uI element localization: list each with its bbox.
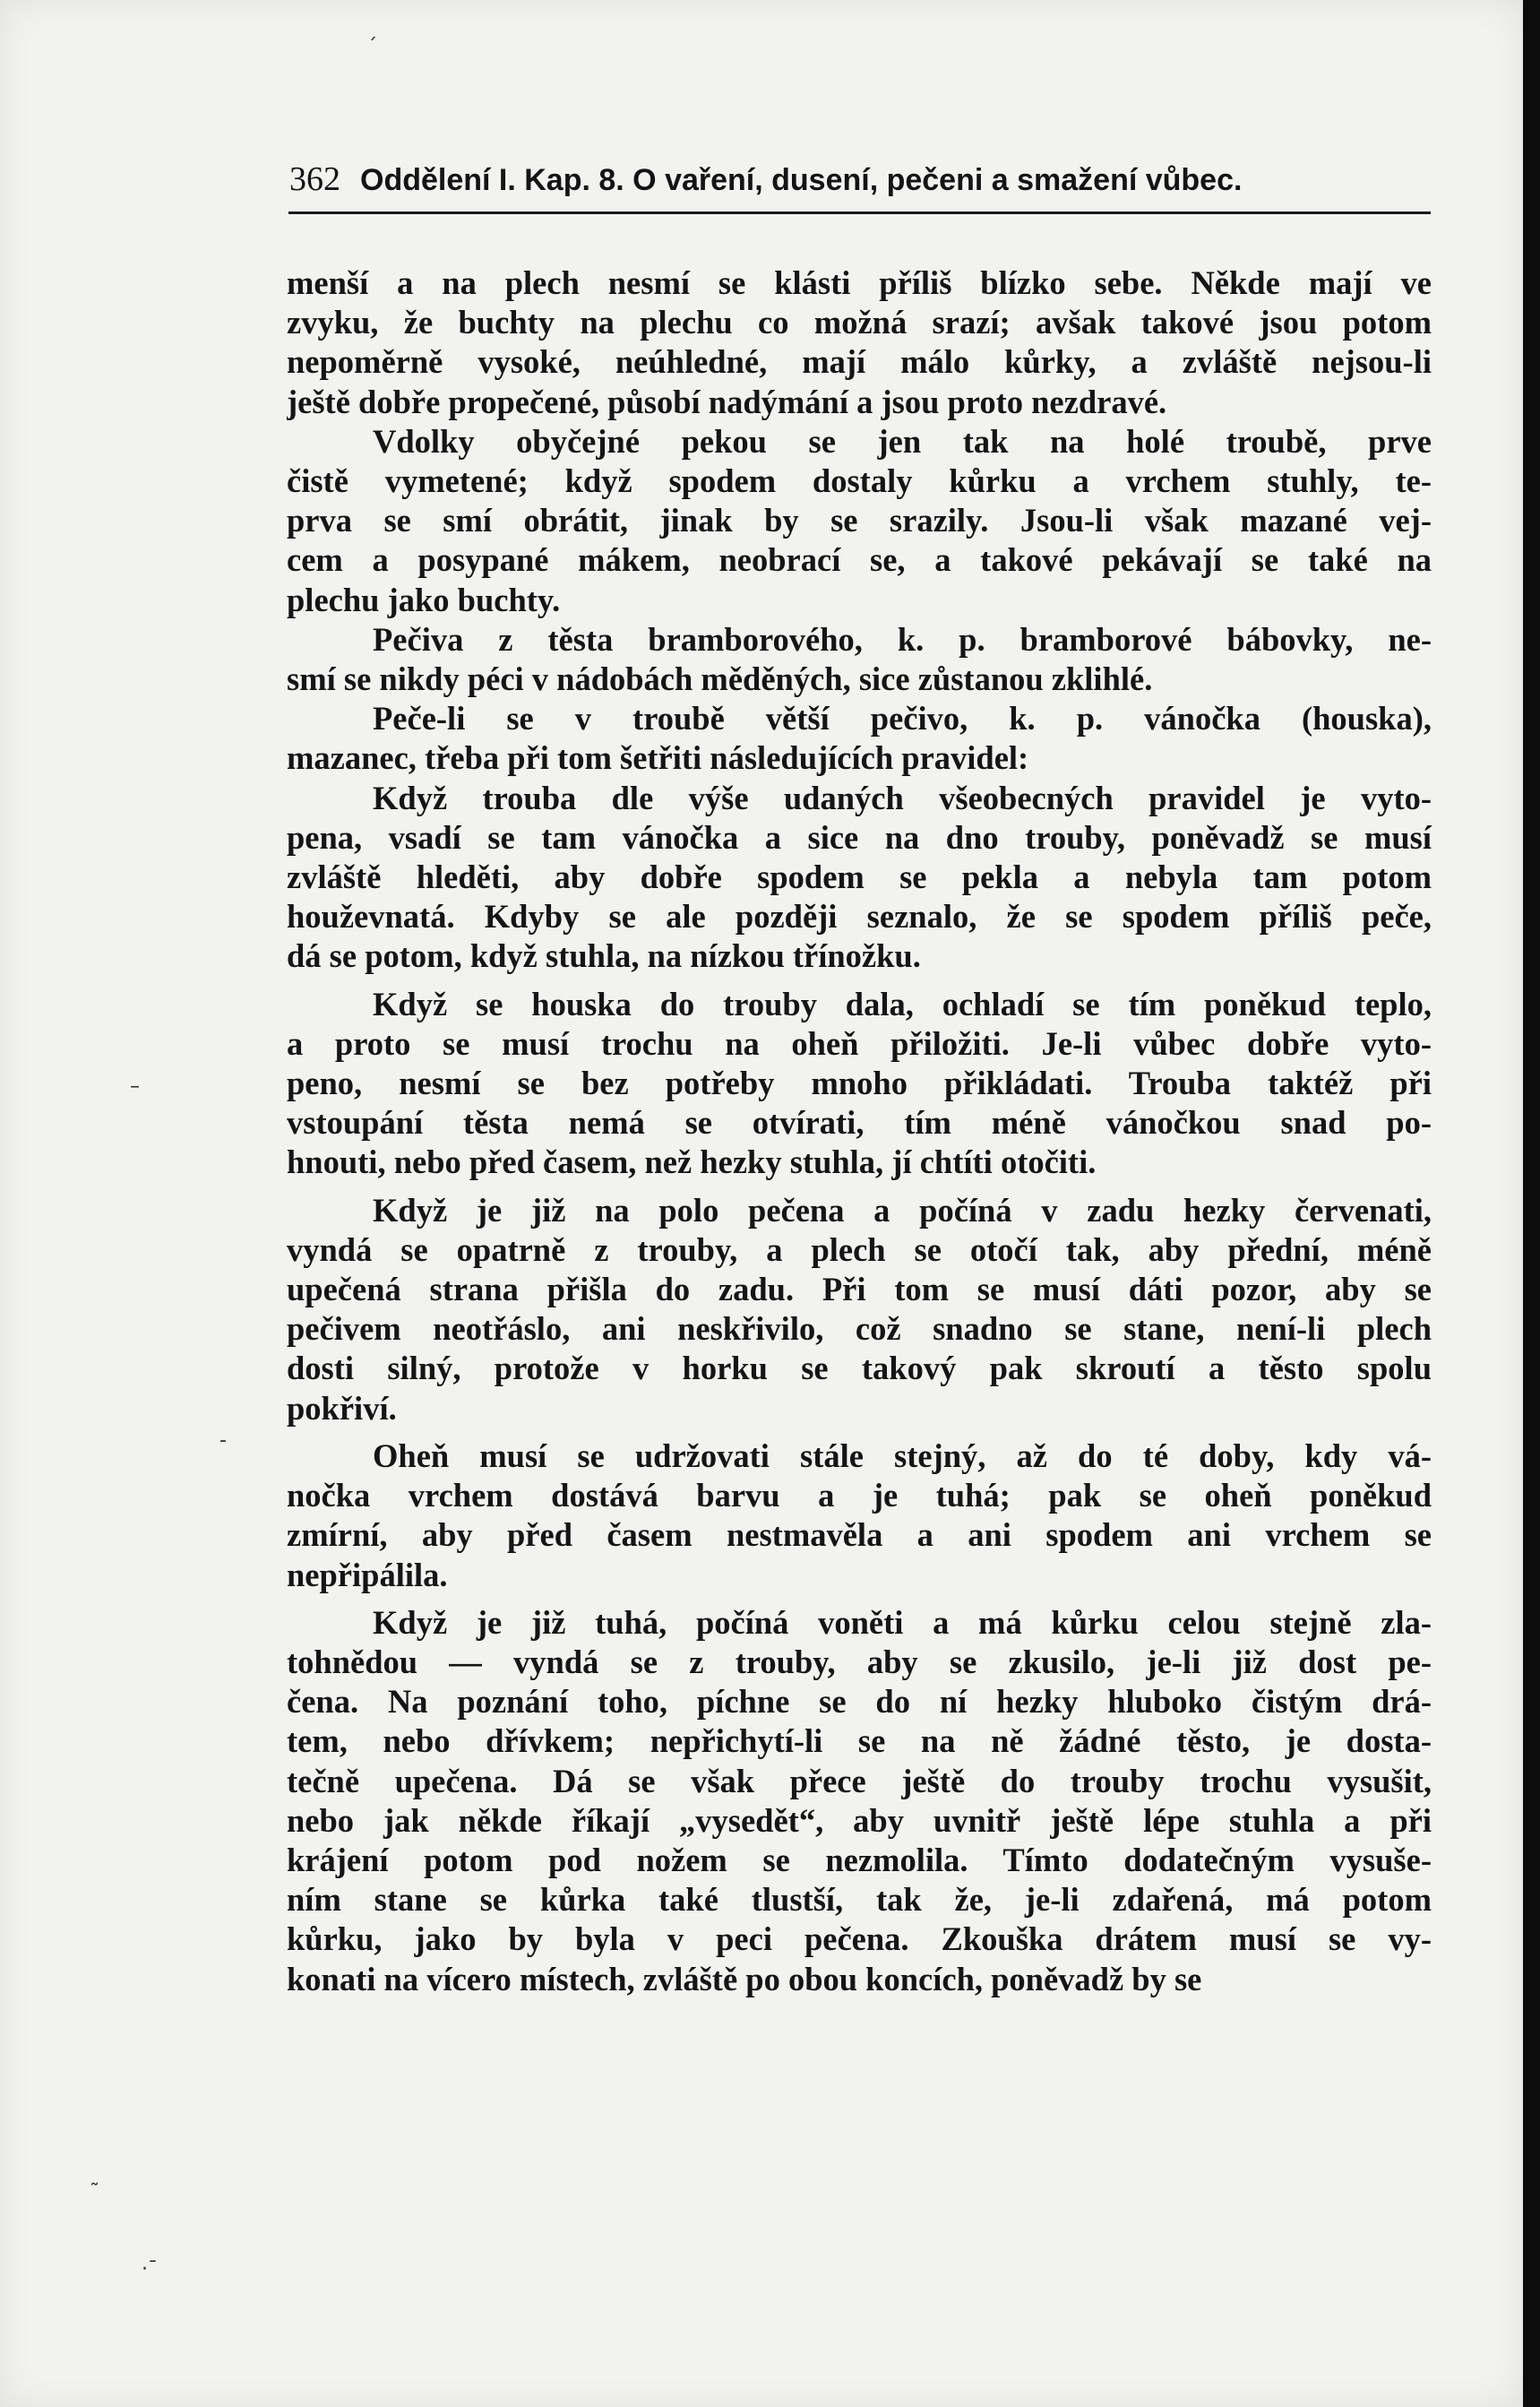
text-line: cem a posypané mákem, neobrací se, a takové pekávají se také na <box>287 541 1432 579</box>
text-line: pokřiví. <box>287 1389 397 1427</box>
text-line: zvláště hleděti, aby dobře spodem se pekla a nebyla tam potom <box>287 858 1432 896</box>
text-line: konati na vícero místech, zvláště po obou koncích, poněvadž by se <box>287 1960 1202 1997</box>
paragraph <box>287 779 1432 977</box>
page-number: 362 <box>289 160 340 198</box>
text-line: Peče-li se v troubě větší pečivo, k. p. vánočka (houska), <box>373 700 1432 738</box>
text-line: mazanec, třeba při tom šetřiti následujících pravidel: <box>287 739 1029 777</box>
text-line: prva se smí obrátit, jinak by se srazily. Jsou-li však mazané vej- <box>287 502 1432 539</box>
header-rule <box>288 211 1431 214</box>
text-line: plechu jako buchty. <box>287 581 561 618</box>
text-line: a proto se musí trochu na oheň přiložiti. Je-li vůbec dobře vyto- <box>287 1024 1432 1062</box>
running-header <box>289 160 1429 199</box>
scan-speck: ˷ <box>90 2164 99 2187</box>
text-line: zvyku, že buchty na plechu co možná srazí; avšak takové jsou potom <box>287 304 1432 341</box>
text-line: Když trouba dle výše udaných všeobecných pravidel je vyto- <box>373 779 1432 816</box>
paragraph <box>287 1603 1432 1999</box>
paragraph <box>287 422 1432 620</box>
text-line: nepoměrně vysoké, neúhledné, mají málo kůrky, a zvláště nejsou-li <box>287 343 1432 381</box>
text-line: vyndá se opatrně z trouby, a plech se otočí tak, aby přední, méně <box>287 1230 1432 1268</box>
text-line: Oheň musí se udržovati stále stejný, až do té doby, kdy vá- <box>373 1436 1432 1474</box>
text-line: peno, nesmí se bez potřeby mnoho přikládati. Trouba taktéž při <box>287 1065 1432 1102</box>
paragraph <box>287 1191 1432 1428</box>
paragraph <box>287 263 1432 422</box>
text-line: tohnědou — vyndá se z trouby, aby se zkusilo, je-li již dost pe- <box>287 1643 1432 1680</box>
scan-speck: - <box>219 1429 227 1452</box>
text-line: pena, vsadí se tam vánočka a sice na dno trouby, poněvadž se musí <box>287 818 1432 856</box>
text-line: čena. Na poznání toho, píchne se do ní hezky hluboko čistým drá- <box>287 1683 1432 1721</box>
text-line: tem, nebo dřívkem; nepřichytí-li se na ně žádné těsto, je dosta- <box>287 1722 1432 1760</box>
scan-speck: ·ˉ <box>142 2258 158 2281</box>
paragraph <box>287 620 1432 699</box>
text-line: pečivem neotřáslo, ani neskřivilo, což snadno se stane, není-li plech <box>287 1310 1432 1348</box>
text-line: Když je již na polo pečena a počíná v zadu hezky červenati, <box>373 1191 1432 1229</box>
text-line: čistě vymetené; když spodem dostaly kůrku a vrchem stuhly, te- <box>287 462 1432 500</box>
text-line: houževnatá. Kdyby se ale později seznalo, že se spodem příliš peče, <box>287 898 1432 936</box>
text-line: kůrku, jako by byla v peci pečena. Zkouška drátem musí se vy- <box>287 1920 1432 1958</box>
paragraph <box>287 699 1432 778</box>
body-text <box>287 263 1432 1999</box>
scan-speck: ˊ <box>367 36 377 58</box>
paragraph <box>287 985 1432 1183</box>
scan-speck: – <box>130 1075 140 1098</box>
text-line: ním stane se kůrka také tlustší, tak že, je-li zdařená, má potom <box>287 1881 1432 1919</box>
text-line: zmírní, aby před časem nestmavěla a ani spodem ani vrchem se <box>287 1516 1432 1554</box>
paragraph <box>287 1436 1432 1595</box>
text-line: smí se nikdy péci v nádobách měděných, sice zůstanou zklihlé. <box>287 660 1153 698</box>
text-line: nočka vrchem dostává barvu a je tuhá; pak se oheň poněkud <box>287 1477 1432 1514</box>
text-line: nepřipálila. <box>287 1556 448 1593</box>
text-line: Pečiva z těsta bramborového, k. p. bramborové bábovky, ne- <box>373 620 1432 658</box>
text-line: upečená strana přišla do zadu. Při tom se musí dáti pozor, aby se <box>287 1271 1432 1308</box>
text-line: Když je již tuhá, počíná voněti a má kůrku celou stejně zla- <box>373 1603 1432 1641</box>
text-line: krájení potom pod nožem se nezmolila. Tímto dodatečným vysuše- <box>287 1841 1432 1878</box>
text-line: dá se potom, když stuhla, na nízkou třínožku. <box>287 937 921 975</box>
text-line: ještě dobře propečené, působí nadýmání a jsou proto nezdravé. <box>287 383 1167 420</box>
text-line: nebo jak někde říkají „vysedět“, aby uvnitř ještě lépe stuhla a při <box>287 1801 1432 1839</box>
text-line: Když se houska do trouby dala, ochladí se tím poněkud teplo, <box>373 985 1432 1022</box>
running-title: Oddělení I. Kap. 8. O vaření, dusení, pečeni a smažení vůbec. <box>360 163 1243 197</box>
text-line: dosti silný, protože v horku se takový pak skroutí a těsto spolu <box>287 1350 1432 1387</box>
text-line: menší a na plech nesmí se klásti příliš blízko sebe. Někde mají ve <box>287 264 1432 301</box>
text-line: hnouti, nebo před časem, než hezky stuhla, jí chtíti otočiti. <box>287 1143 1097 1181</box>
text-line: vstoupání těsta nemá se otvírati, tím méně vánočkou snad po- <box>287 1104 1432 1142</box>
text-line: tečně upečena. Dá se však přece ještě do trouby trochu vysušit, <box>287 1762 1432 1799</box>
text-line: Vdolky obyčejné pekou se jen tak na holé troubě, prve <box>373 422 1432 460</box>
